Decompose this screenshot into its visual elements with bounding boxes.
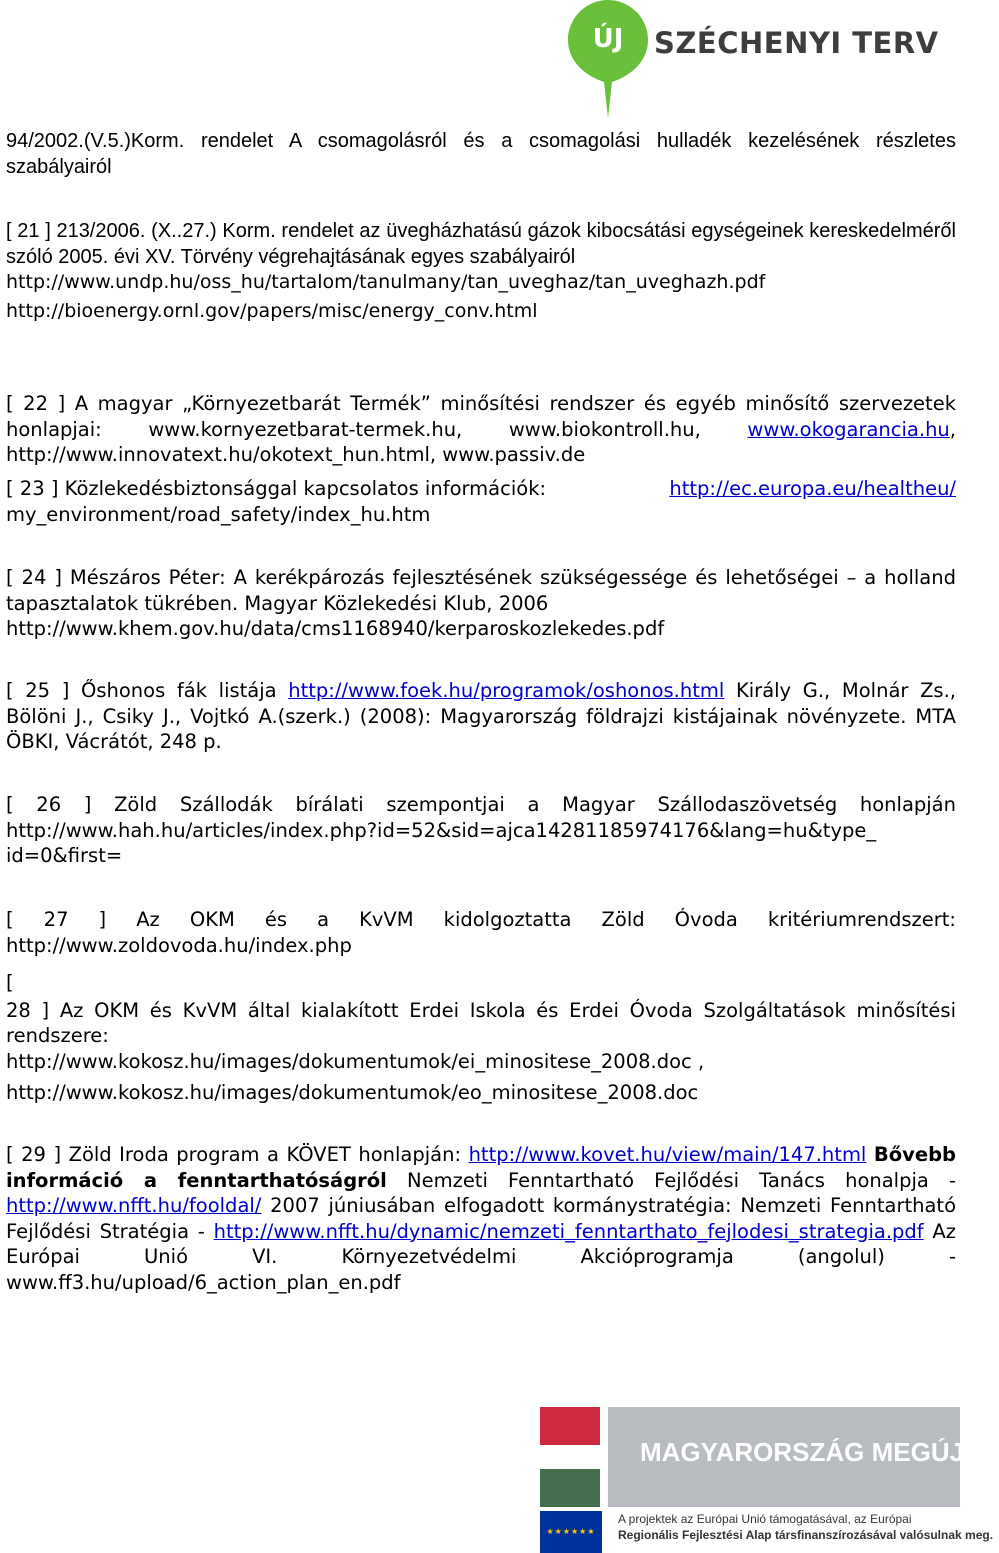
reference-29	[6, 1142, 956, 1295]
europa-health-link[interactable]: http://ec.europa.eu/healtheu/	[669, 477, 956, 500]
okogarancia-link[interactable]: www.okogarancia.hu	[747, 417, 950, 441]
reference-28	[6, 970, 956, 1106]
more-info-heading: Bővebb információ a fenntarthatóságról	[6, 1143, 957, 1192]
reference-29-t2: 2007 júniusában elfogadott kormánystratégia: Nemzeti Fenntartható Fejlődési Stratégia -	[6, 1194, 956, 1243]
nfft-home-link[interactable]: http://www.nfft.hu/fooldal/	[6, 1194, 262, 1217]
reference-27-text: [ 27 ] Az OKM és a KvVM kidolgoztatta Zöld Óvoda kritériumrendszert:	[6, 908, 956, 931]
flag-red-stripe	[540, 1407, 600, 1445]
oshonos-link[interactable]: http://www.foek.hu/programok/oshonos.html	[288, 679, 725, 702]
reference-29-lead: [ 29 ] Zöld Iroda program a KÖVET honlapján:	[6, 1143, 462, 1166]
flag-green-stripe	[540, 1469, 600, 1507]
reference-22-text: [ 22 ] A magyar „Környezetbarát Termék” minősítési rendszer és egyéb minősítő szervezetek honlapjai: www.kornyezetbarat-termek.hu, www.biokontroll.hu,	[6, 392, 956, 441]
reference-26-text: [ 26 ] Zöld Szállodák bírálati szempontjai a Magyar Szállodaszövetség honlapján	[6, 793, 956, 816]
szechenyi-terv-logo	[568, 0, 960, 118]
reference-28-url-2[interactable]: http://www.kokosz.hu/images/dokumentumok/eo_minositese_2008.doc	[6, 1081, 699, 1104]
logo-mark: ÚJ	[592, 24, 624, 54]
reference-25-rest: Király G., Molnár Zs., Bölöni J., Csiky J., Vojtkó A.(szerk.) (2008): Magyarország földrajzi kistájainak növényzete. MTA ÖBKI, Vácrátót, 248 p.	[6, 679, 956, 753]
reference-23-link-2[interactable]: my_environment/road_safety/index_hu.htm	[6, 502, 431, 526]
reference-24	[6, 565, 956, 642]
reference-29-t1: Nemzeti Fenntartható Fejlődési Tanács honalpja -	[407, 1168, 957, 1192]
eu-stars-icon: ★★★★★★	[546, 1527, 596, 1536]
banner-title: MAGYARORSZÁG MEGÚJUL	[640, 1437, 999, 1467]
magyarorszag-megujul-banner	[540, 1407, 999, 1545]
reference-20-text: 94/2002.(V.5.)Korm. rendelet A csomagolásról és a csomagolási hulladék kezelésének részletes szabályairól	[6, 130, 956, 178]
reference-22	[6, 391, 956, 468]
reference-21-url-2[interactable]: http://bioenergy.ornl.gov/papers/misc/energy_conv.html	[6, 299, 538, 322]
reference-25-lead: [ 25 ] Őshonos fák listája	[6, 679, 277, 702]
reference-26-url-1[interactable]: http://www.hah.hu/articles/index.php?id=52&sid=ajca14281185974176&lang=hu&type_	[6, 818, 877, 842]
reference-20	[6, 129, 956, 180]
eu-funding-line-2: Regionális Fejlesztési Alap társfinanszírozásával valósulnak meg.	[618, 1528, 994, 1542]
reference-28-url-1[interactable]: http://www.kokosz.hu/images/dokumentumok/ei_minositese_2008.doc ,	[6, 1049, 705, 1073]
reference-21-text: [ 21 ] 213/2006. (X..27.) Korm. rendelet az üvegházhatású gázok kibocsátási egységeinek kereskedelméről szóló 2005. évi XV. Törvény végrehajtásának egyes szabályairól	[6, 220, 956, 268]
reference-24-text: [ 24 ] Mészáros Péter: A kerékpározás fejlesztésének szükségessége és lehetőségei – a holland tapasztalatok tükrében. Magyar Közlekedési Klub, 2006	[6, 566, 956, 615]
reference-27	[6, 907, 956, 958]
reference-21	[6, 219, 956, 324]
flag-white-stripe	[540, 1445, 600, 1469]
reference-24-url[interactable]: http://www.khem.gov.hu/data/cms1168940/kerparoskozlekedes.pdf	[6, 617, 665, 640]
eu-funding-line-1: A projektek az Európai Unió támogatásával, az Európai	[618, 1512, 912, 1526]
reference-22-rest: , http://www.innovatext.hu/okotext_hun.html, www.passiv.de	[6, 417, 956, 466]
reference-27-url[interactable]: http://www.zoldovoda.hu/index.php	[6, 933, 352, 957]
nfft-strategy-link[interactable]: http://www.nfft.hu/dynamic/nemzeti_fenntarthato_fejlodesi_strategia.pdf	[213, 1219, 924, 1243]
reference-28-bracket: [	[6, 971, 14, 994]
reference-29-t3: Az Európai Unió VI. Környezetvédelmi Akcióprogramja (angolul) - www.ff3.hu/upload/6_action_plan_en.pdf	[6, 1219, 956, 1294]
reference-21-url-1[interactable]: http://www.undp.hu/oss_hu/tartalom/tanulmany/tan_uveghaz/tan_uveghazh.pdf	[6, 271, 766, 293]
logo-wordmark: SZÉCHENYI TERV	[654, 26, 939, 60]
kovet-link[interactable]: http://www.kovet.hu/view/main/147.html	[468, 1143, 867, 1166]
reference-26-url-2[interactable]: id=0&first=	[6, 844, 123, 867]
reference-26	[6, 792, 956, 869]
reference-23	[6, 476, 956, 527]
reference-28-text: 28 ] Az OKM és KvVM által kialakított Erdei Iskola és Erdei Óvoda Szolgáltatások minősítési rendszere:	[6, 998, 956, 1047]
reference-23-text: [ 23 ] Közlekedésbiztonsággal kapcsolatos információk:	[6, 477, 547, 500]
eu-funding-note	[618, 1511, 993, 1543]
reference-25	[6, 678, 956, 755]
map-pin-icon	[568, 0, 648, 118]
